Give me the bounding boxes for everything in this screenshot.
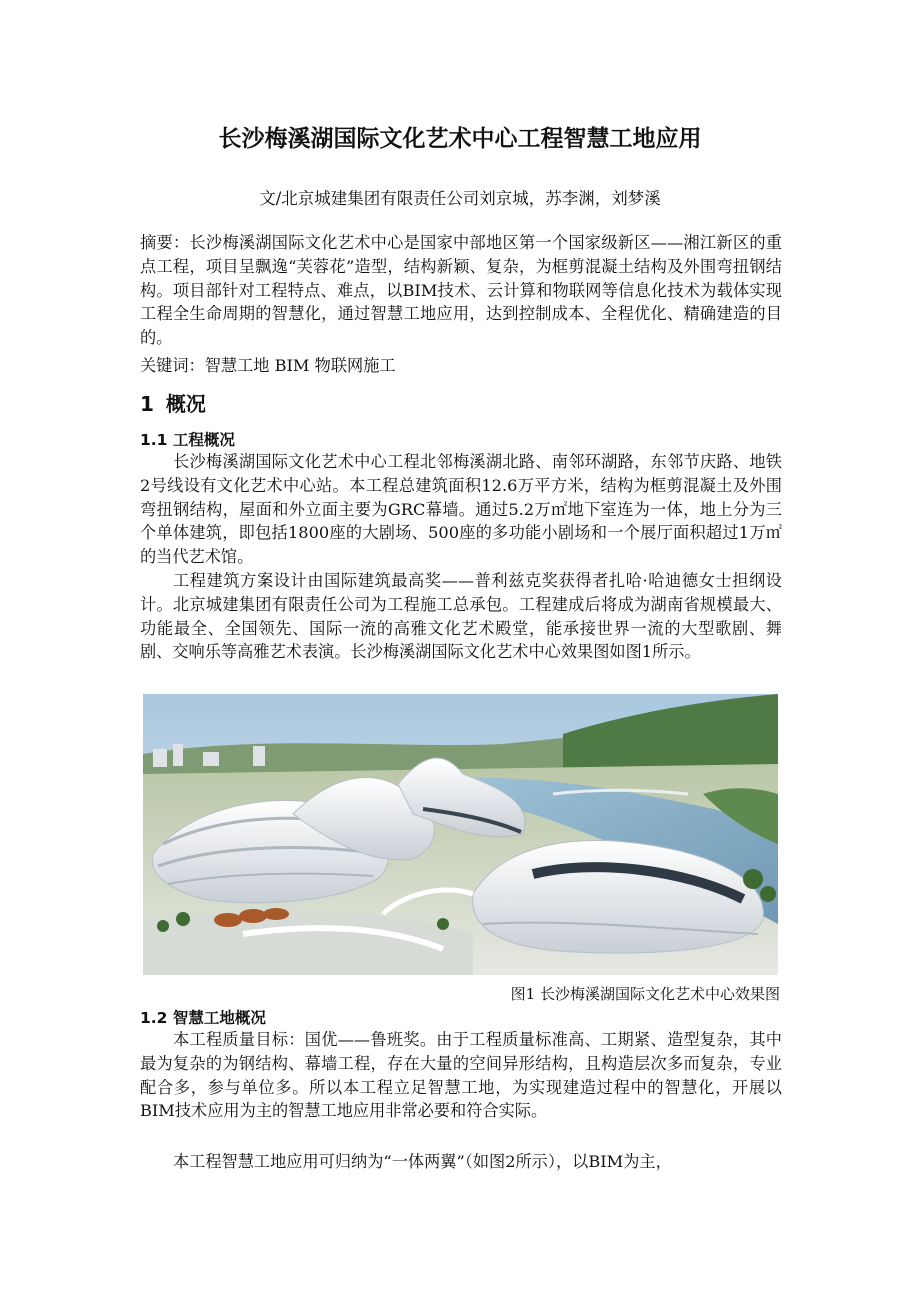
architecture-rendering-image	[143, 694, 778, 975]
subsection-heading-1-2: 1.2 智慧工地概况	[140, 1009, 266, 1027]
paragraph-1-2-a: 本工程质量目标：国优——鲁班奖。由于工程质量标准高、工期紧、造型复杂，其中最为复杂的为钢结构、幕墙工程，存在大量的空间异形结构，且构造层次多而复杂，专业配合多，参与单位多。所以本工程立足智慧工地，为实现建造过程中的智慧化，开展以BIM技术应用为主的智慧工地应用非常必要和符合实际。	[140, 1030, 782, 1121]
document-title: 长沙梅溪湖国际文化艺术中心工程智慧工地应用	[218, 125, 702, 152]
author-line: 文/北京城建集团有限责任公司刘京城，苏李渊，刘梦溪	[259, 189, 661, 208]
figure-1-caption: 图1 长沙梅溪湖国际文化艺术中心效果图	[510, 985, 780, 1003]
paragraph-1-2-b: 本工程智慧工地应用可归纳为“一体两翼”（如图2所示），以BIM为主，	[173, 1152, 672, 1171]
section-heading-1	[140, 388, 206, 417]
section-title: 概况	[165, 392, 206, 416]
paragraph-1-1-b: 工程建筑方案设计由国际建筑最高奖——普利兹克奖获得者扎哈·哈迪德女士担纲设计。北京城建集团有限责任公司为工程施工总承包。工程建成后将成为湖南省规模最大、功能最全、全国领先、国际一流的高雅文化艺术殿堂，能承接世界一流的大型歌剧、舞剧、交响乐等高雅艺术表演。长沙梅溪湖国际文化艺术中心效果图如图1所示。	[140, 571, 782, 662]
paragraph-1-1-a: 长沙梅溪湖国际文化艺术中心工程北邻梅溪湖北路、南邻环湖路，东邻节庆路、地铁2号线设有文化艺术中心站。本工程总建筑面积12.6万平方米，结构为框剪混凝土及外围弯扭钢结构，屋面和外立面主要为GRC幕墙。通过5.2万㎡地下室连为一体，地上分为三个单体建筑，即包括1800座的大剧场、500座的多功能小剧场和一个展厅面积超过1万㎡的当代艺术馆。	[140, 452, 782, 567]
keywords: 关键词：智慧工地 BIM 物联网施工	[140, 356, 396, 375]
section-number: 1	[140, 392, 154, 416]
subsection-heading-1-1: 1.1 工程概况	[140, 431, 235, 449]
figure-1-rendering	[143, 694, 778, 975]
abstract: 摘要：长沙梅溪湖国际文化艺术中心是国家中部地区第一个国家级新区——湘江新区的重点工程，项目呈飘逸“芙蓉花”造型，结构新颖、复杂，为框剪混凝土结构及外围弯扭钢结构。项目部针对工程特点、难点，以BIM技术、云计算和物联网等信息化技术为载体实现工程全生命周期的智慧化，通过智慧工地应用，达到控制成本、全程优化、精确建造的目的。	[140, 233, 782, 348]
